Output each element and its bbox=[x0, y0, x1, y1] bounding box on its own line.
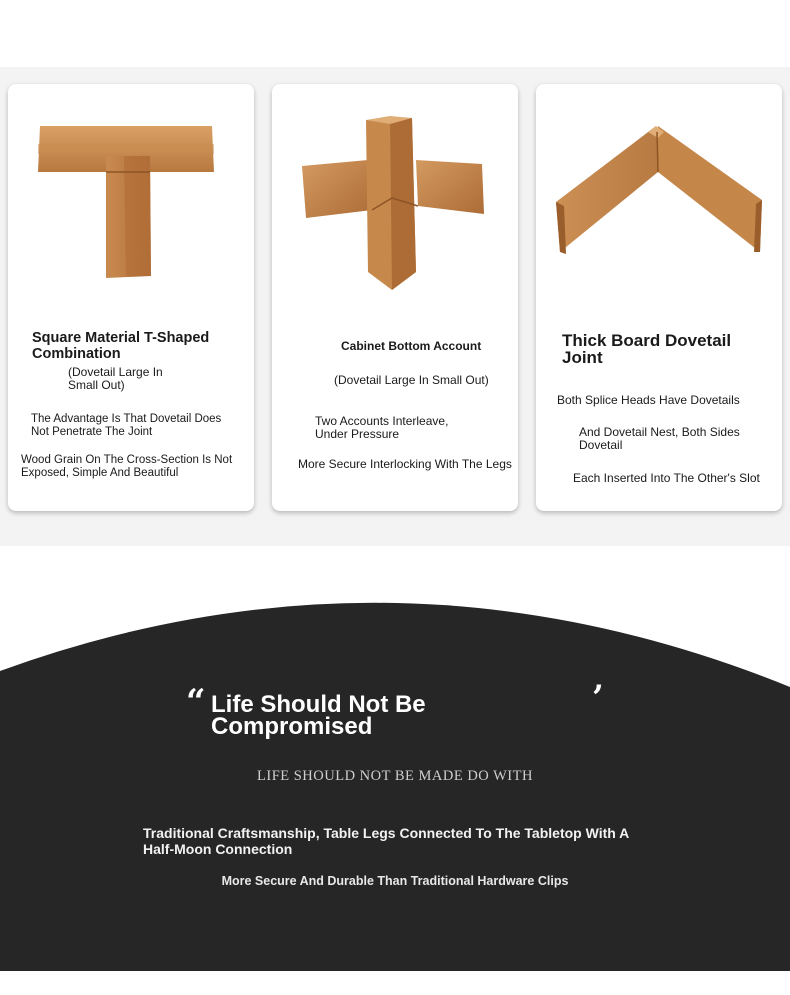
durability-text: More Secure And Durable Than Traditional Hardware Clips bbox=[221, 874, 569, 888]
card-title: Thick Board Dovetail Joint bbox=[562, 331, 732, 367]
card-corner-joint bbox=[536, 84, 782, 511]
t-joint-icon bbox=[8, 102, 254, 302]
quote-headline: Life Should Not Be Compromised bbox=[211, 691, 426, 740]
quote-subhead: LIFE SHOULD NOT BE MADE DO WITH bbox=[257, 768, 533, 784]
card-line-2: Each Inserted Into The Other's Slot bbox=[573, 471, 760, 485]
card-title: Cabinet Bottom Account bbox=[341, 339, 482, 353]
card-cross-joint bbox=[272, 84, 518, 511]
corner-joint-icon bbox=[536, 102, 782, 302]
card-title: Square Material T-Shaped Combination bbox=[32, 330, 210, 362]
card-line-2: More Secure Interlocking With The Legs bbox=[298, 457, 512, 471]
card-line-1: And Dovetail Nest, Both Sides Dovetail bbox=[579, 425, 740, 452]
cross-joint-icon bbox=[272, 102, 518, 302]
card-line-1: The Advantage Is That Dovetail Does Not Penetrate The Joint bbox=[31, 413, 222, 438]
card-line-2: Wood Grain On The Cross-Section Is Not Exposed, Simple And Beautiful bbox=[21, 454, 233, 479]
joint-cards-section bbox=[0, 67, 790, 546]
card-subtitle: Both Splice Heads Have Dovetails bbox=[557, 393, 740, 407]
card-subtitle: (Dovetail Large In Small Out) bbox=[68, 365, 163, 392]
card-line-1: Two Accounts Interleave, Under Pressure bbox=[315, 414, 449, 441]
open-quote-mark: “ bbox=[186, 682, 206, 722]
craftsmanship-text: Traditional Craftsmanship, Table Legs Connected To The Tabletop With A Half-Moon Connection bbox=[143, 825, 629, 857]
card-t-joint bbox=[8, 84, 254, 511]
card-subtitle: (Dovetail Large In Small Out) bbox=[334, 373, 489, 387]
close-quote-mark: ’ bbox=[592, 678, 604, 718]
